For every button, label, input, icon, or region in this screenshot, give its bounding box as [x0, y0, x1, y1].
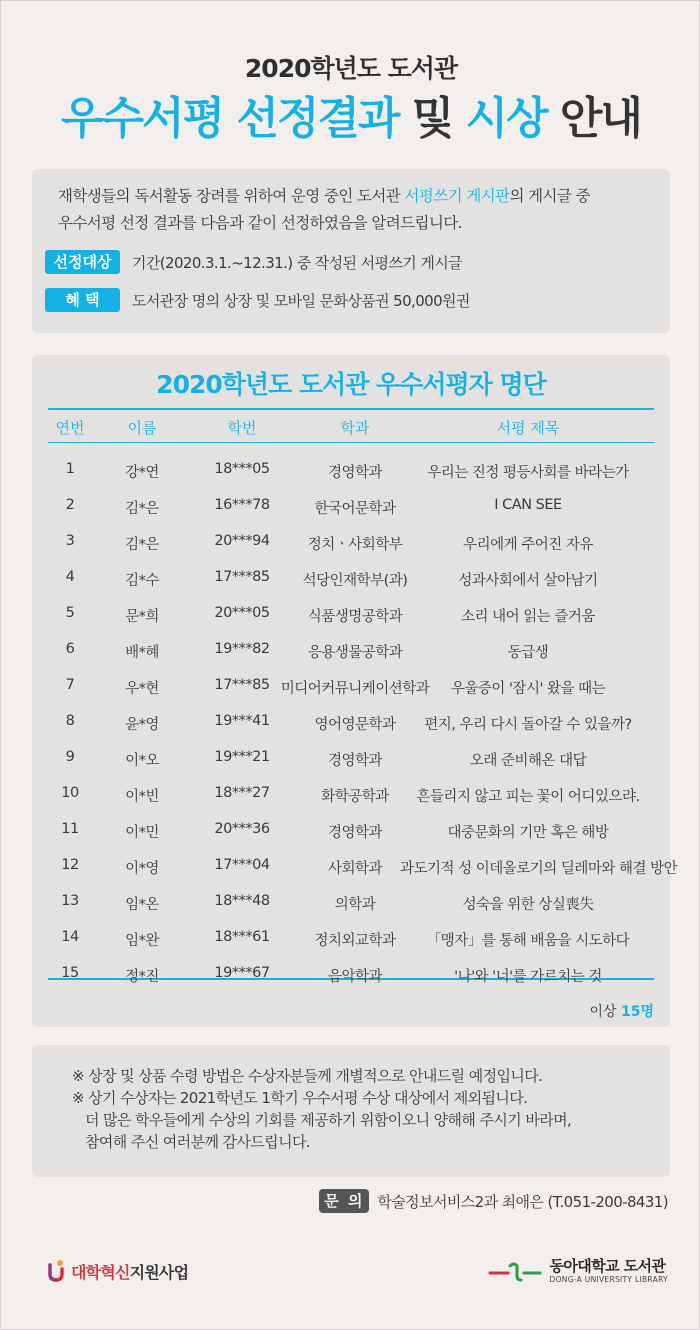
note-2: ※ 상기 수상자는 2021학년도 1학기 우수서평 수상 대상에서 제외됩니다. [72, 1089, 528, 1107]
row-name: 이*빈 [125, 789, 159, 805]
row-no: 1 [65, 461, 75, 477]
table-row [48, 595, 654, 631]
row-no: 14 [61, 929, 79, 945]
row-name: 배*혜 [125, 645, 159, 661]
row-name: 이*영 [125, 861, 159, 877]
table-row [48, 847, 678, 883]
row-review-title: 오래 준비해온 대답 [469, 753, 587, 769]
page-subtitle: 2020학년도 도서관 [244, 54, 458, 83]
page-title [1, 91, 700, 147]
row-name: 강*연 [125, 465, 159, 481]
winners-title: 2020학년도 도서관 우수서평자 명단 [156, 370, 546, 399]
row-name: 임*완 [125, 933, 159, 949]
row-dept: 의학과 [334, 897, 376, 913]
title-part-3: 시상 [465, 93, 547, 144]
row-student-id: 20***94 [214, 533, 270, 549]
table-row [48, 919, 654, 955]
title-part-2: 및 [411, 93, 453, 144]
row-dept: 사회학과 [327, 861, 383, 877]
row-dept: 식품생명공학과 [307, 609, 403, 625]
intro-line-1 [58, 183, 644, 210]
row-student-id: 18***48 [214, 893, 270, 909]
library-logo [488, 1257, 668, 1284]
row-no: 6 [65, 641, 75, 657]
row-no: 13 [61, 893, 79, 909]
total-number: 15명 [620, 1004, 654, 1020]
row-student-id: 17***04 [214, 857, 270, 873]
winners-panel [32, 355, 678, 1027]
row-review-title: 편지, 우리 다시 돌아갈 수 있을까? [424, 717, 632, 733]
row-review-title: '나'와 '너'를 가르치는 것 [454, 969, 602, 985]
table-row [48, 955, 654, 991]
row-dept: 정치ㆍ사회학부 [307, 537, 403, 553]
row-student-id: 17***85 [214, 569, 270, 585]
row-dept: 음악학과 [327, 969, 383, 985]
intro-text: 재학생들의 독서활동 장려를 위하여 운영 중인 도서관 [58, 187, 405, 205]
row-student-id: 19***67 [214, 965, 270, 981]
row-name: 임*온 [125, 897, 159, 913]
row-review-title: 성과사회에서 살아남기 [458, 573, 598, 589]
note-4: 참여해 주신 여러분께 감사드립니다. [85, 1133, 311, 1151]
row-name: 김*은 [125, 537, 159, 553]
library-logo-text [550, 1257, 668, 1284]
row-no: 11 [61, 821, 79, 837]
logo-text-dark: 지원사업 [129, 1262, 189, 1282]
contact-text: 학술정보서비스2과 최애은 (T.051-200-8431) [377, 1192, 668, 1211]
row-dept: 응용생물공학과 [307, 645, 403, 661]
row-dept: 경영학과 [327, 753, 383, 769]
row-dept: 영어영문학과 [314, 717, 396, 733]
library-logo-icon [488, 1260, 542, 1282]
contact-row [319, 1189, 668, 1213]
logo-text-red: 대학혁신 [71, 1262, 130, 1282]
row-student-id: 19***21 [214, 749, 270, 765]
row-student-id: 19***82 [214, 641, 270, 657]
total-prefix: 이상 [589, 1004, 621, 1020]
row-student-id: 17***85 [214, 677, 270, 693]
row-review-title: 소리 내어 읽는 즐거움 [461, 609, 595, 625]
row-review-title: 우리는 진정 평등사회를 바라는가 [427, 465, 629, 481]
row-review-title: 흔들리지 않고 피는 꽃이 어디있으랴. [416, 789, 640, 805]
row-dept: 석당인재학부(과) [302, 573, 408, 589]
row-no: 3 [65, 533, 75, 549]
header [1, 49, 700, 147]
row-no: 12 [61, 857, 79, 873]
row-name: 김*은 [125, 501, 159, 517]
row-student-id: 18***05 [214, 461, 270, 477]
row-no: 2 [65, 497, 75, 513]
col-name: 이름 [127, 419, 157, 437]
row-dept: 경영학과 [327, 465, 383, 481]
row-dept: 미디어커뮤니케이션학과 [280, 681, 430, 697]
row-review-title: 대중문화의 기만 혹은 해방 [447, 825, 609, 841]
col-no: 연번 [55, 419, 85, 437]
col-dept: 학과 [340, 419, 370, 437]
title-part-4: 안내 [559, 93, 641, 144]
library-name-kor: 동아대학교 도서관 [549, 1257, 666, 1275]
col-review-title: 서평 제목 [496, 419, 560, 437]
row-student-id: 16***78 [214, 497, 270, 513]
title-part-1: 우수서평 선정결과 [61, 93, 399, 144]
intro-text: 의 게시글 중 [509, 187, 590, 205]
row-review-title: 과도기적 성 이데올로기의 딜레마와 해결 방안 [400, 861, 678, 877]
row-no: 5 [65, 605, 75, 621]
library-name-eng: DONG-A UNIVERSITY LIBRARY [549, 1275, 668, 1284]
benefit-badge: 혜 택 [45, 288, 120, 312]
intro-line-2: 우수서평 선정 결과를 다음과 같이 선정하였음을 알려드립니다. [58, 214, 462, 232]
target-text: 기간(2020.3.1.~12.31.) 중 작성된 서평쓰기 게시글 [132, 253, 462, 272]
row-name: 김*수 [125, 573, 159, 589]
table-row [48, 811, 654, 847]
table-header [48, 408, 654, 443]
row-review-title: 성숙을 위한 상실喪失 [462, 897, 594, 913]
table-body [48, 443, 678, 985]
row-name: 정*진 [125, 969, 159, 985]
col-student-id: 학번 [227, 419, 257, 437]
table-row [48, 775, 654, 811]
table-row [48, 523, 654, 559]
row-dept: 화학공학과 [321, 789, 389, 805]
review-board-highlight: 서평쓰기 게시판 [404, 187, 510, 205]
winners-table [48, 408, 678, 985]
row-no: 15 [61, 965, 79, 981]
row-review-title: 우리에게 주어진 자유 [463, 537, 593, 553]
row-review-title: I CAN SEE [494, 497, 562, 513]
row-dept: 정치외교학과 [314, 933, 396, 949]
row-dept: 경영학과 [327, 825, 383, 841]
row-name: 우*현 [125, 681, 159, 697]
row-no: 4 [65, 569, 75, 585]
innovation-logo-icon [47, 1259, 65, 1283]
row-student-id: 18***61 [214, 929, 270, 945]
innovation-logo-text [71, 1260, 188, 1283]
table-row [48, 883, 654, 919]
table-row [48, 451, 654, 487]
row-review-title: 우울증이 '잠시' 왔을 때는 [450, 681, 606, 697]
table-row [48, 487, 654, 523]
row-review-title: 「맹자」를 통해 배움을 시도하다 [426, 933, 630, 949]
contact-badge: 문 의 [319, 1189, 369, 1213]
row-student-id: 20***05 [214, 605, 270, 621]
row-dept: 한국어문학과 [314, 501, 396, 517]
total-count [589, 1001, 654, 1021]
table-row [48, 631, 654, 667]
row-name: 윤*영 [125, 717, 159, 733]
university-innovation-logo [47, 1259, 188, 1283]
row-no: 8 [65, 713, 75, 729]
benefit-row [45, 288, 470, 312]
row-student-id: 18***27 [214, 785, 270, 801]
note-3: 더 많은 학우들에게 수상의 기회를 제공하기 위함이오니 양해해 주시기 바라며, [85, 1111, 572, 1129]
row-student-id: 20***36 [214, 821, 270, 837]
row-review-title: 동급생 [507, 645, 549, 661]
row-no: 9 [65, 749, 75, 765]
row-name: 문*희 [125, 609, 159, 625]
note-1: ※ 상장 및 상품 수령 방법은 수상자분들께 개별적으로 안내드릴 예정입니다. [72, 1067, 543, 1085]
table-row [48, 703, 654, 739]
target-row [45, 250, 462, 274]
notes-panel [32, 1045, 670, 1177]
table-row [48, 667, 654, 703]
row-no: 10 [61, 785, 79, 801]
row-no: 7 [65, 677, 75, 693]
benefit-text: 도서관장 명의 상장 및 모바일 문화상품권 50,000원권 [132, 291, 470, 310]
row-name: 이*민 [125, 825, 159, 841]
row-name: 이*오 [125, 753, 159, 769]
target-badge: 선정대상 [45, 250, 120, 274]
table-row [48, 739, 654, 775]
row-student-id: 19***41 [214, 713, 270, 729]
table-row [48, 559, 654, 595]
